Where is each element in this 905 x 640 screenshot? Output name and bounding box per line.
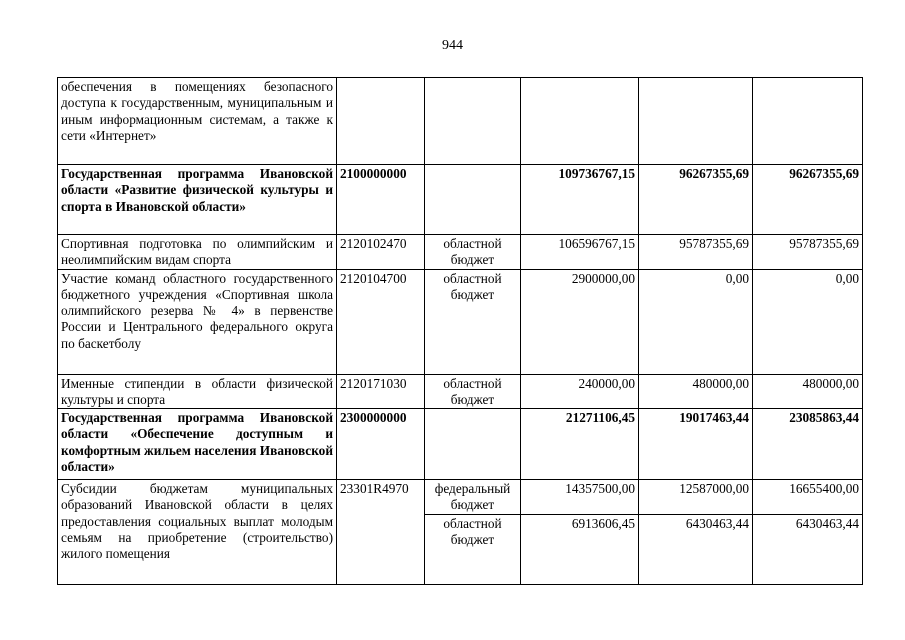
table-row — [58, 78, 863, 165]
row-source: областной бюджет — [425, 374, 521, 409]
row-year3: 480000,00 — [753, 374, 863, 409]
row-year3: 0,00 — [753, 269, 863, 374]
row-code: 2120104700 — [337, 269, 425, 374]
row-source — [425, 165, 521, 235]
row-code: 2120171030 — [337, 374, 425, 409]
row-year2: 19017463,44 — [639, 409, 753, 480]
row-name: Спортивная подготовка по олимпийским и неолимпийским видам спорта — [58, 235, 337, 270]
row-year3: 96267355,69 — [753, 165, 863, 235]
table-row — [58, 480, 863, 515]
row-source: областной бюджет — [425, 269, 521, 374]
row-source — [425, 78, 521, 165]
table-row — [58, 374, 863, 409]
row-source — [425, 409, 521, 480]
row-year3 — [753, 78, 863, 165]
page-number: 944 — [442, 38, 463, 53]
table-row — [58, 269, 863, 374]
row-year2: 95787355,69 — [639, 235, 753, 270]
table-row — [58, 235, 863, 270]
row-name: Государственная программа Ивановской области «Обеспечение доступным и комфортным жильем населения Ивановской области» — [58, 409, 337, 480]
row-year1: 106596767,15 — [521, 235, 639, 270]
row-year1: 14357500,00 — [521, 480, 639, 515]
budget-table — [57, 77, 863, 585]
row-code: 2300000000 — [337, 409, 425, 480]
row-name: Участие команд областного государственного бюджетного учреждения «Спортивная школа олимпийского резерва № 4» в первенстве России и Центрального федерального округа по баскетболу — [58, 269, 337, 374]
row-code: 2100000000 — [337, 165, 425, 235]
row-year3: 95787355,69 — [753, 235, 863, 270]
row-source: областной бюджет — [425, 515, 521, 585]
row-year2: 0,00 — [639, 269, 753, 374]
row-name: обеспечения в помещениях безопасного доступа к государственным, муниципальным и иным информационным системам, а также к сети «Интернет» — [58, 78, 337, 165]
row-code — [337, 78, 425, 165]
table-row — [58, 409, 863, 480]
row-year1: 6913606,45 — [521, 515, 639, 585]
row-year1: 109736767,15 — [521, 165, 639, 235]
row-year1 — [521, 78, 639, 165]
row-name: Именные стипендии в области физической культуры и спорта — [58, 374, 337, 409]
row-year3: 23085863,44 — [753, 409, 863, 480]
row-year2: 480000,00 — [639, 374, 753, 409]
row-year2: 12587000,00 — [639, 480, 753, 515]
row-year1: 2900000,00 — [521, 269, 639, 374]
row-year1: 240000,00 — [521, 374, 639, 409]
row-name: Субсидии бюджетам муниципальных образований Ивановской области в целях предоставления социальных выплат молодым семьям на приобретение (строительство) жилого помещения — [58, 480, 337, 585]
row-source: федеральный бюджет — [425, 480, 521, 515]
row-year3: 6430463,44 — [753, 515, 863, 585]
row-code: 2120102470 — [337, 235, 425, 270]
row-code: 23301R4970 — [337, 480, 425, 585]
row-name: Государственная программа Ивановской области «Развитие физической культуры и спорта в Ивановской области» — [58, 165, 337, 235]
row-source: областной бюджет — [425, 235, 521, 270]
row-year2: 96267355,69 — [639, 165, 753, 235]
table-row — [58, 165, 863, 235]
row-year1: 21271106,45 — [521, 409, 639, 480]
row-year3: 16655400,00 — [753, 480, 863, 515]
row-year2 — [639, 78, 753, 165]
row-year2: 6430463,44 — [639, 515, 753, 585]
